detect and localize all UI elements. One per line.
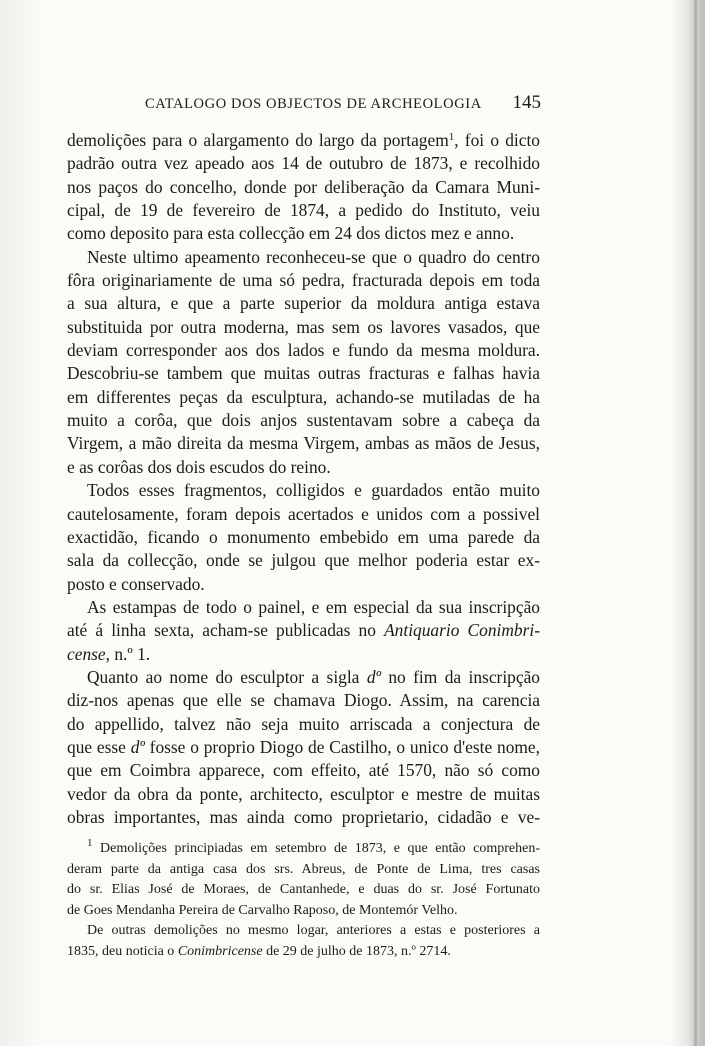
- main-text: [67, 129, 540, 829]
- text-line: sala da collecção, onde se julgou que melhor poderia estar ex-: [67, 550, 540, 571]
- text-line: do appellido, talvez não seja muito arriscada a conjectura de: [67, 713, 540, 734]
- running-title: CATALOGO DOS OBJECTOS DE ARCHEOLOGIA: [145, 96, 482, 112]
- text-line: que esse dº fosse o proprio Diogo de Castilho, o unico d'este nome,: [67, 736, 541, 757]
- text-line: obras importantes, mas ainda como proprietario, cidadão e ve-: [67, 806, 540, 827]
- footnote-line: 1835, deu noticia o Conimbricense de 29 de julho de 1873, n.º 2714.: [67, 943, 451, 959]
- publication-title: cense,: [67, 643, 110, 664]
- text-line: substituida por outra moderna, mas sem os lavores vasados, que: [67, 316, 540, 337]
- text-line: cautelosamente, foram depois acertados e unidos com a possivel: [67, 503, 540, 524]
- text-line: demolições para o alargamento do largo da portagem$^1$, foi o dicto: [67, 130, 540, 150]
- text-line: Neste ultimo apeamento reconheceu-se que o quadro do centro: [87, 246, 540, 267]
- text-line: deviam corresponder aos dos lados e fundo da mesma moldura.: [67, 340, 540, 361]
- text-line: como deposito para esta collecção em 24 dos dictos mez e anno.: [67, 223, 515, 244]
- text-line: padrão outra vez apeado aos 14 de outubro de 1873, e recolhido: [67, 153, 540, 174]
- text-line: Todos esses fragmentos, colligidos e guardados então muito: [87, 480, 540, 501]
- text-line: vedor da obra da ponte, architecto, esculptor e mestre de muitas: [67, 783, 540, 804]
- text-line: As estampas de todo o painel, e em especial da sua inscripção: [87, 596, 540, 617]
- text-line: em differentes peças da esculptura, achando-se mutiladas de ha: [67, 386, 540, 407]
- sigla: dº: [130, 736, 145, 757]
- text-line: a sua altura, e que a parte superior da moldura antiga estava: [67, 293, 540, 314]
- text-line: fôra originariamente de uma só pedra, fracturada depois em toda: [67, 270, 540, 291]
- publication-title: Conimbricense: [177, 943, 263, 959]
- text-line: e as corôas dos dois escudos do reino.: [67, 456, 331, 477]
- footnote-line: de Goes Mendanha Pereira de Carvalho Raposo, de Montemór Velho.: [67, 902, 458, 918]
- page-edge-shadow: [694, 0, 697, 1046]
- text-line: diz-nos apenas que elle se chamava Diogo. Assim, na carencia: [67, 690, 540, 711]
- text-line: Descobriu-se tambem que muitas outras fracturas e falhas havia: [67, 363, 540, 384]
- page-number: 145: [512, 92, 541, 113]
- text-line: que em Coimbra apparece, com effeito, até 1570, não só como: [67, 760, 540, 781]
- footnote-line: deram parte da antiga casa dos srs. Abreus, de Ponte de Lima, tres casas: [67, 861, 540, 877]
- footnotes: [67, 839, 540, 962]
- text-line: nos paços do concelho, donde por deliberação da Camara Muni-: [67, 176, 540, 197]
- publication-title: Antiquario Conimbri-: [384, 620, 541, 641]
- footnote-line: De outras demolições no mesmo logar, anteriores a estas e posteriores a: [87, 923, 540, 938]
- text-line: cense, n.º 1.: [67, 643, 151, 664]
- footnote-line: do sr. Elias José de Moraes, de Cantanhede, e duas do sr. José Fortunato: [67, 882, 540, 897]
- footnote-marker: 1: [87, 837, 93, 849]
- text-line: exactidão, ficando o monumento embebido em uma parede da: [67, 526, 540, 547]
- text-line: cipal, de 19 de fevereiro de 1874, a pedido do Instituto, veiu: [67, 200, 540, 221]
- footnote-ref: 1: [448, 131, 455, 143]
- text-line: até á linha sexta, acham-se publicadas no Antiquario Conimbri-: [67, 620, 541, 641]
- text-line: posto e conservado.: [67, 573, 205, 594]
- text-line: muito a corôa, que dois anjos sustentavam sobre a cabeça da: [67, 410, 540, 431]
- text-line: Quanto ao nome do esculptor a sigla dº no fim da inscripção: [87, 666, 540, 687]
- text-line: Virgem, a mão direita da mesma Virgem, ambas as mãos de Jesus,: [67, 433, 540, 454]
- footnote-line: $^1$ Demolições principiadas em setembro de 1873, e que então comprehen-: [87, 837, 540, 856]
- sigla: dº: [366, 666, 381, 687]
